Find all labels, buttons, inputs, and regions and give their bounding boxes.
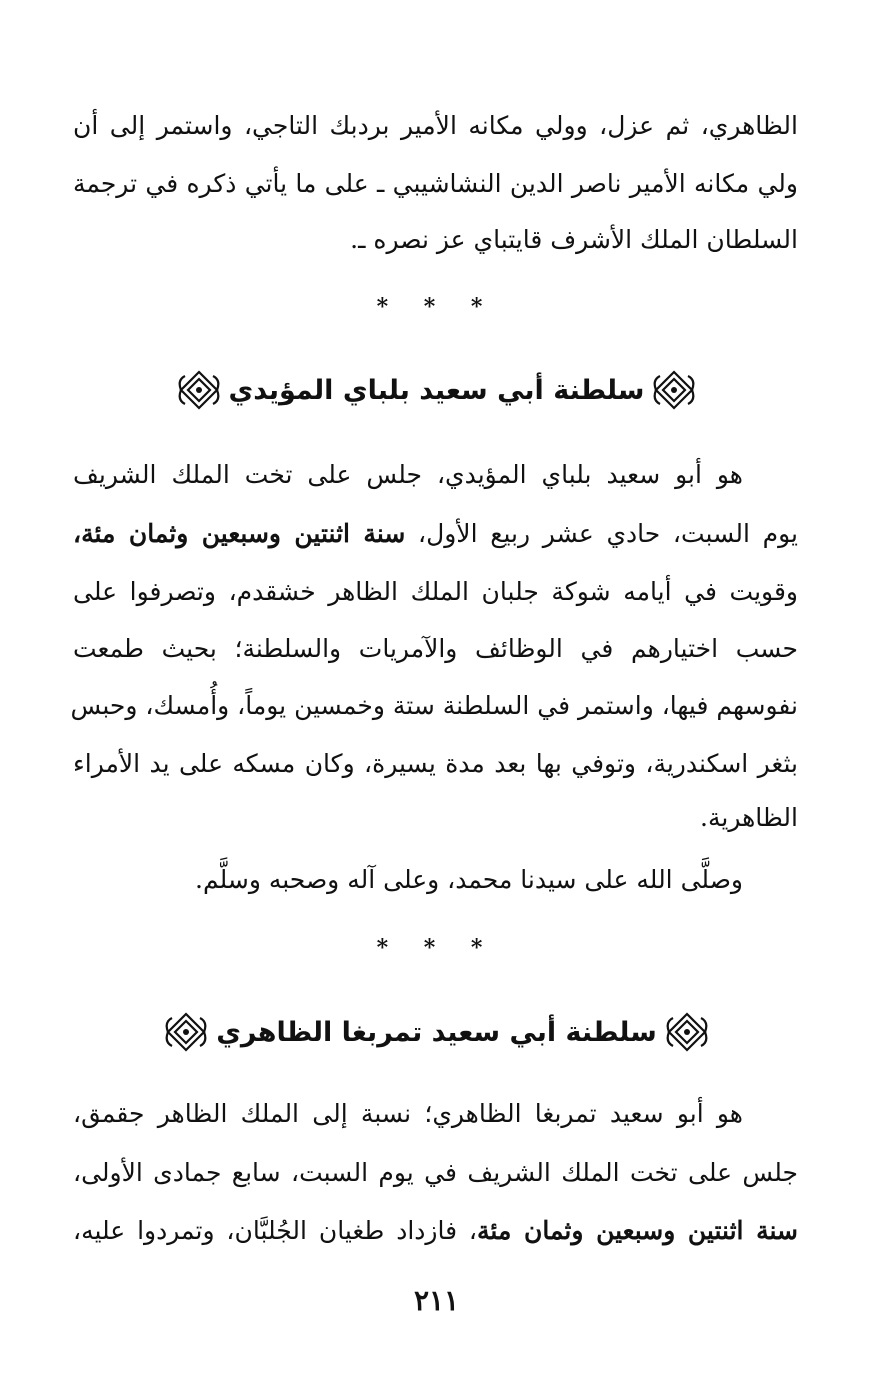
section-separator: * * * (376, 294, 497, 320)
arabesque-ornament-icon (665, 1012, 709, 1052)
section-separator: * * * (376, 935, 497, 961)
section2-line-1: هو أبو سعيد تمربغا الظاهري؛ نسبة إلى الملك الظاهر جقمق، (73, 1099, 743, 1128)
intro-line-3: السلطان الملك الأشرف قايتباي عز نصره ـ. (350, 225, 798, 254)
section1-date-bold: سنة اثنتين وسبعين وثمان مئة، (73, 519, 406, 548)
section1-line-4: حسب اختيارهم في الوظائف والآمريات والسلطنة؛ بحيث طمعت (73, 634, 798, 663)
section2-line-3-text: ، فازداد طغيان الجُلبَّان، وتمردوا عليه، (73, 1216, 477, 1245)
section1-line-2-text: يوم السبت، حادي عشر ربيع الأول، (405, 519, 798, 548)
arabesque-ornament-icon (177, 370, 221, 410)
arabesque-ornament-icon (164, 1012, 208, 1052)
section-heading-1 (0, 370, 873, 410)
section1-line-1: هو أبو سعيد بلباي المؤيدي، جلس على تخت الملك الشريف (73, 460, 743, 489)
section1-closing: وصلَّى الله على سيدنا محمد، وعلى آله وصحبه وسلَّم. (195, 865, 743, 894)
section1-line-6: بثغر اسكندرية، وتوفي بها بعد مدة يسيرة، وكان مسكه على يد الأمراء (73, 749, 798, 778)
section2-line-3 (73, 1213, 798, 1249)
arabesque-ornament-icon (652, 370, 696, 410)
section-title: سلطنة أبي سعيد تمربغا الظاهري (216, 1016, 657, 1048)
section1-line-3: وقويت في أيامه شوكة جلبان الملك الظاهر خشقدم، وتصرفوا على (73, 577, 798, 606)
section-title: سلطنة أبي سعيد بلباي المؤيدي (228, 374, 645, 406)
section2-date-bold: سنة اثنتين وسبعين وثمان مئة (477, 1216, 798, 1245)
section2-line-2: جلس على تخت الملك الشريف في يوم السبت، سابع جمادى الأولى، (73, 1158, 798, 1187)
section-heading-2 (0, 1012, 873, 1052)
section1-line-5: نفوسهم فيها، واستمر في السلطنة ستة وخمسين يوماً، وأُمسك، وحبس (70, 691, 798, 720)
page-number: ٢١١ (413, 1284, 460, 1317)
section1-line-7: الظاهرية. (700, 803, 798, 832)
intro-line-2: ولي مكانه الأمير ناصر الدين النشاشيبي ـ على ما يأتي ذكره في ترجمة (73, 169, 798, 198)
intro-line-1: الظاهري، ثم عزل، وولي مكانه الأمير بردبك التاجي، واستمر إلى أن (73, 111, 798, 140)
section1-line-2 (73, 516, 798, 552)
